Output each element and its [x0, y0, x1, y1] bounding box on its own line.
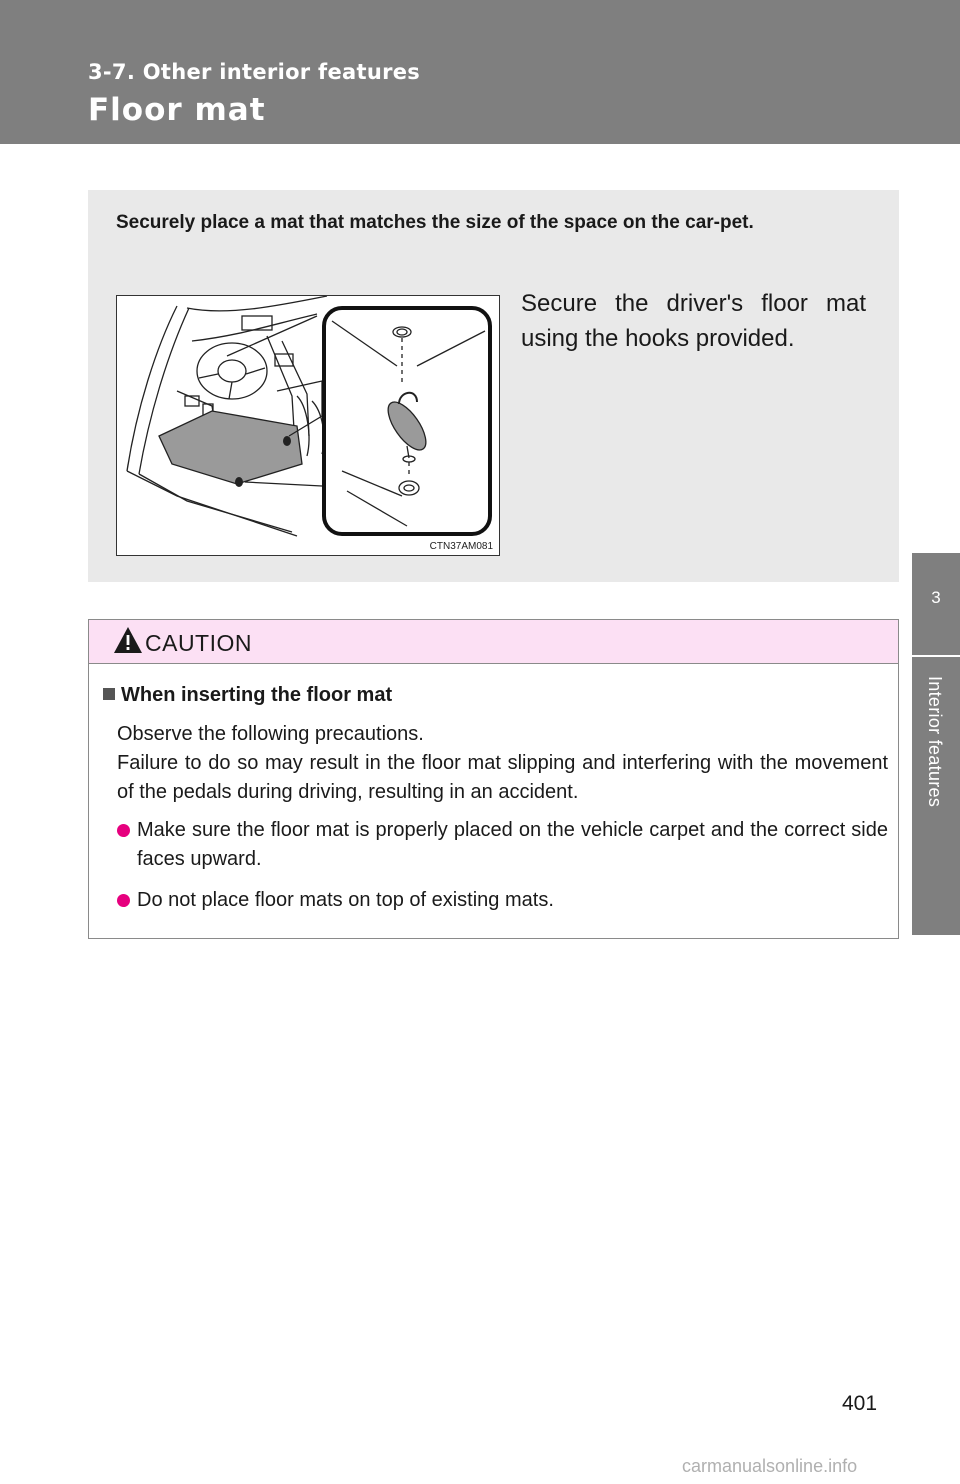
- caution-paragraph-1: Observe the following precautions.: [117, 723, 424, 745]
- caution-subheading: [103, 684, 392, 707]
- caution-header: [89, 620, 898, 664]
- caution-bullet-1: [117, 816, 888, 874]
- chapter-label: Interior features: [925, 676, 945, 808]
- page-number: 401: [842, 1392, 878, 1415]
- caution-bullet-1-text: Make sure the floor mat is properly placed on the vehicle carpet and the correct side faces upward.: [137, 819, 888, 870]
- chapter-number: 3: [931, 588, 941, 607]
- page-title: Floor mat: [88, 92, 266, 128]
- bullet-dot-icon: [117, 894, 130, 907]
- caution-bullet-2-text: Do not place floor mats on top of existing mats.: [137, 889, 554, 911]
- caution-title: CAUTION: [145, 630, 252, 656]
- watermark: carmanualsonline.info: [682, 1456, 858, 1476]
- square-bullet-icon: [103, 688, 115, 700]
- floor-mat-drawing: [117, 296, 499, 555]
- caution-bullet-2: [117, 886, 888, 915]
- bullet-dot-icon: [117, 824, 130, 837]
- caution-paragraph-2: Failure to do so may result in the floor mat slipping and interfering with the movement of the pedals during driving, resulting in an accident.: [117, 752, 888, 803]
- figure-code: CTN37AM081: [429, 541, 493, 552]
- floor-mat-illustration: [116, 295, 500, 556]
- caution-box: [88, 619, 899, 939]
- section-label: 3-7. Other interior features: [88, 60, 421, 84]
- caution-subheading-text: When inserting the floor mat: [121, 684, 393, 706]
- warning-triangle-icon: [113, 626, 143, 654]
- chapter-tab-divider: [912, 655, 960, 657]
- intro-text: Securely place a mat that matches the size of the space on the car-pet.: [116, 212, 754, 233]
- figure-caption: Secure the driver's floor mat using the hooks provided.: [521, 290, 866, 352]
